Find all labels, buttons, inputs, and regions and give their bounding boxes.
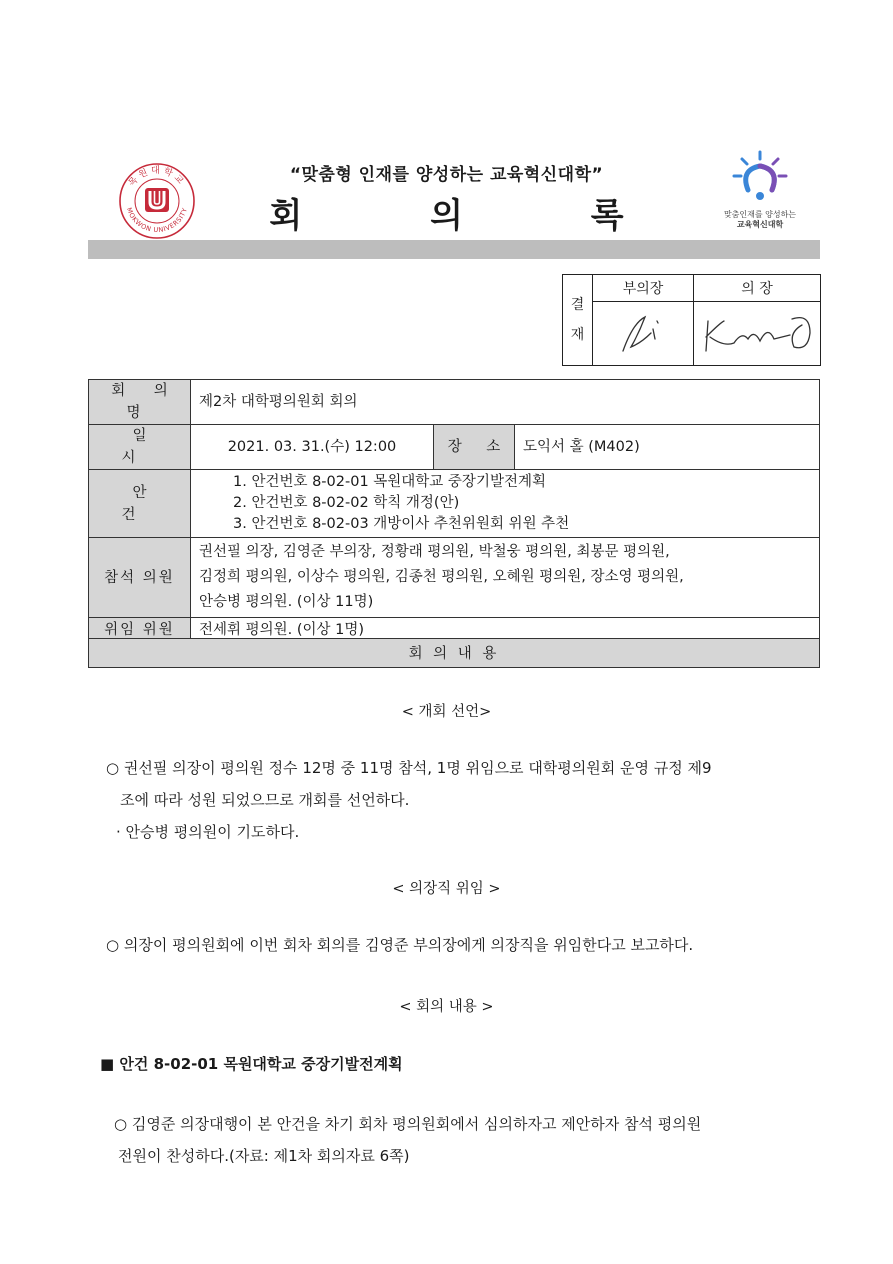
innovation-logo [722,150,798,234]
attendees-line-1: 권선필 의장, 김영준 부의장, 정황래 평의원, 박철웅 평의원, 최봉문 평의원, [199,544,670,560]
opening-paragraph [106,752,822,848]
proxy-members: 전세휘 평의원. (이상 1명) [191,618,820,642]
agenda-item-1-paragraph [114,1108,822,1172]
table-row [89,380,820,425]
seal-ring-text-en: MOKWON UNIVERSITY [124,206,190,235]
chair-signature [694,302,821,366]
agenda-label: 안 건 [89,470,191,538]
seal-ring-text: 목원대학교 [127,166,187,189]
proxy-label: 위임 위원 [89,618,191,642]
approval-col-vice-chair: 부의장 [593,275,694,302]
meeting-info-table [88,379,820,666]
meeting-datetime: 2021. 03. 31.(수) 12:00 [191,425,434,470]
table-row [89,425,820,470]
vice-chair-signature [593,302,694,366]
meeting-content-heading: < 회의 내용 > [399,999,494,1015]
opening-paragraph-line-2: 조에 따라 성원 되었으므로 개회를 선언하다. [120,791,410,809]
handwritten-signature-icon [694,303,820,361]
table-row [89,538,820,618]
section-title-bar: 회 의 내 용 [88,638,820,668]
approval-label [563,275,593,366]
handwritten-signature-icon [593,303,693,361]
agenda-list [191,470,820,538]
agenda-item-2: 2. 안건번호 8-02-02 학칙 개정(안) [233,495,460,511]
agenda-item-1-title: ■ 안건 8-02-01 목원대학교 중장기발전계획 [100,1055,403,1073]
document-title: 회 의 록 [269,196,682,236]
datetime-label: 일 시 [89,425,191,470]
attendees-line-2: 김정희 평의원, 이상수 평의원, 김종천 평의원, 오혜원 평의원, 장소영 평의원, [199,569,684,585]
attendees-list [191,538,820,618]
attendees-line-3: 안승병 평의원. (이상 11명) [199,594,374,610]
approval-label-bottom: 재 [570,327,585,343]
lightbulb-logo-icon [728,150,792,206]
university-seal-icon [118,162,196,240]
opening-paragraph-line-1: ○ 권선필 의장이 평의원 정수 12명 중 11명 참석, 1명 위임으로 대학평의원회 운영 규정 제9 [106,759,712,777]
agenda-item-1-paragraph-line-2: 전원이 찬성하다.(자료: 제1차 회의자료 6쪽) [118,1147,410,1165]
logo-caption-1: 맞춤인재를 양성하는 [723,210,797,219]
approval-label-top: 결 [570,297,585,313]
place-label: 장 소 [434,425,515,470]
attendees-label: 참석 의원 [89,538,191,618]
header-divider-band [88,240,820,259]
agenda-item-3: 3. 안건번호 8-02-03 개방이사 추천위원회 위원 추천 [233,516,570,532]
meeting-name: 제2차 대학평의원회 회의 [191,380,820,425]
meeting-place: 도익서 홀 (M402) [515,425,820,470]
logo-caption-2: 교육혁신대학 [736,220,784,229]
chair-delegation-heading: < 의장직 위임 > [392,881,501,897]
table-row [89,470,820,538]
slogan: “맞춤형 인재를 양성하는 교육혁신대학” [289,165,604,185]
agenda-item-1-paragraph-line-1: ○ 김영준 의장대행이 본 안건을 차기 회차 평의원회에서 심의하자고 제안하자 참석 평의원 [114,1115,702,1133]
svg-text:목원대학교 [126,164,187,189]
chair-delegation-paragraph: ○ 의장이 평의원회에 이번 회차 회의를 김영준 부의장에게 의장직을 위임한다고 보고하다. [106,936,694,954]
approval-box [562,274,821,366]
opening-prayer: · 안승병 평의원이 기도하다. [116,823,300,841]
opening-heading: < 개회 선언> [401,704,492,720]
meeting-name-label: 회 의 명 [89,380,191,425]
approval-col-chair: 의 장 [694,275,821,302]
agenda-item-1: 1. 안건번호 8-02-01 목원대학교 중장기발전계획 [233,474,546,490]
